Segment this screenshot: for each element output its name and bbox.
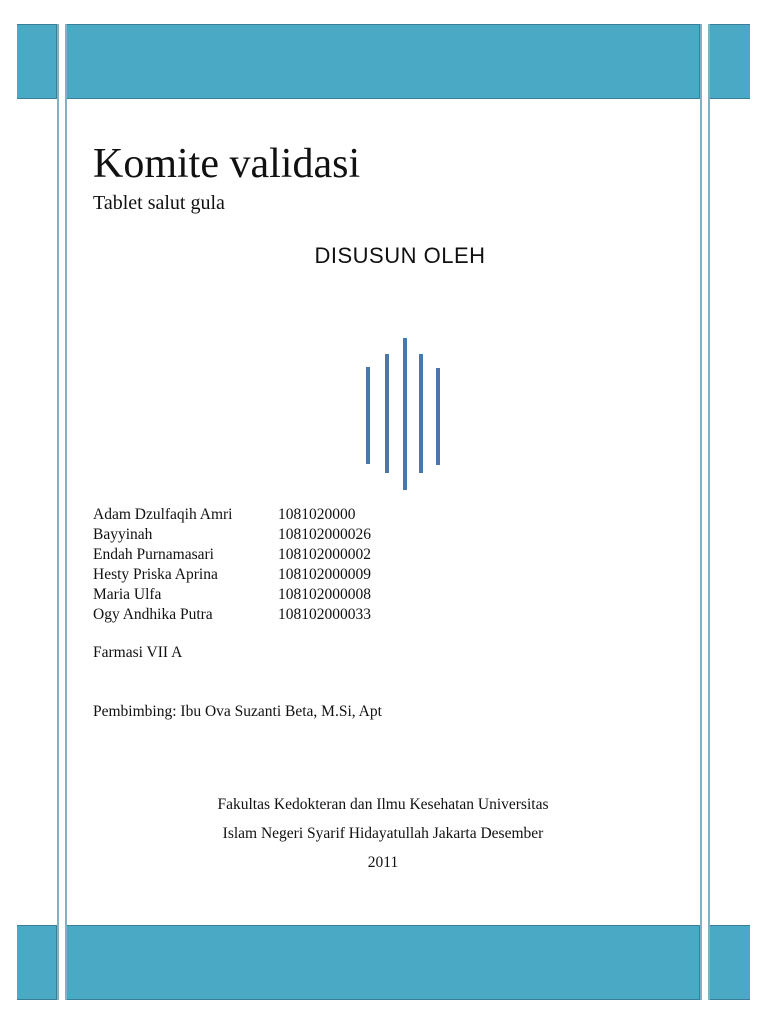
document-title: Komite validasi	[93, 141, 361, 187]
member-list	[93, 505, 371, 625]
compiled-by-heading: DISUSUN OLEH	[314, 243, 486, 268]
deco-bar-2	[385, 354, 389, 473]
footer-line-2: Islam Negeri Syarif Hidayatullah Jakarta Desember	[222, 825, 544, 842]
footer-line-1: Fakultas Kedokteran dan Ilmu Kesehatan Universitas	[217, 796, 549, 813]
frame-line-right-outer	[708, 24, 710, 1000]
frame-line-left-outer	[57, 24, 59, 1000]
member-name: Hesty Priska Aprina	[93, 566, 218, 583]
member-row	[93, 505, 371, 525]
deco-bar-4	[419, 354, 423, 473]
member-id: 108102000026	[278, 526, 371, 543]
member-id: 108102000033	[278, 606, 371, 623]
member-name: Adam Dzulfaqih Amri	[93, 506, 233, 523]
member-row	[93, 545, 371, 565]
institution-footer	[66, 790, 700, 877]
member-id: 108102000009	[278, 566, 371, 583]
footer-line-3: 2011	[367, 854, 399, 871]
top-band-left-block	[17, 24, 57, 99]
member-row	[93, 605, 371, 625]
member-id: 108102000008	[278, 586, 371, 603]
member-name: Ogy Andhika Putra	[93, 606, 213, 623]
member-id: 108102000002	[278, 546, 371, 563]
member-id: 1081020000	[278, 506, 356, 523]
class-label: Farmasi VII A	[93, 644, 183, 661]
deco-bar-5	[436, 368, 440, 465]
member-name: Endah Purnamasari	[93, 546, 214, 563]
deco-bar-1	[366, 367, 370, 464]
member-row	[93, 565, 371, 585]
top-band-right-block	[709, 24, 750, 99]
member-row	[93, 525, 371, 545]
deco-bar-3	[403, 338, 407, 490]
advisor-line: Pembimbing: Ibu Ova Suzanti Beta, M.Si, Apt	[93, 703, 382, 720]
bottom-band	[66, 925, 700, 1000]
document-subtitle: Tablet salut gula	[93, 192, 225, 214]
bottom-band-right-block	[709, 925, 750, 1000]
member-row	[93, 585, 371, 605]
bottom-band-left-block	[17, 925, 57, 1000]
frame-line-right-inner	[700, 24, 702, 1000]
top-band	[66, 24, 700, 99]
member-name: Maria Ulfa	[93, 586, 162, 603]
member-name: Bayyinah	[93, 526, 153, 543]
